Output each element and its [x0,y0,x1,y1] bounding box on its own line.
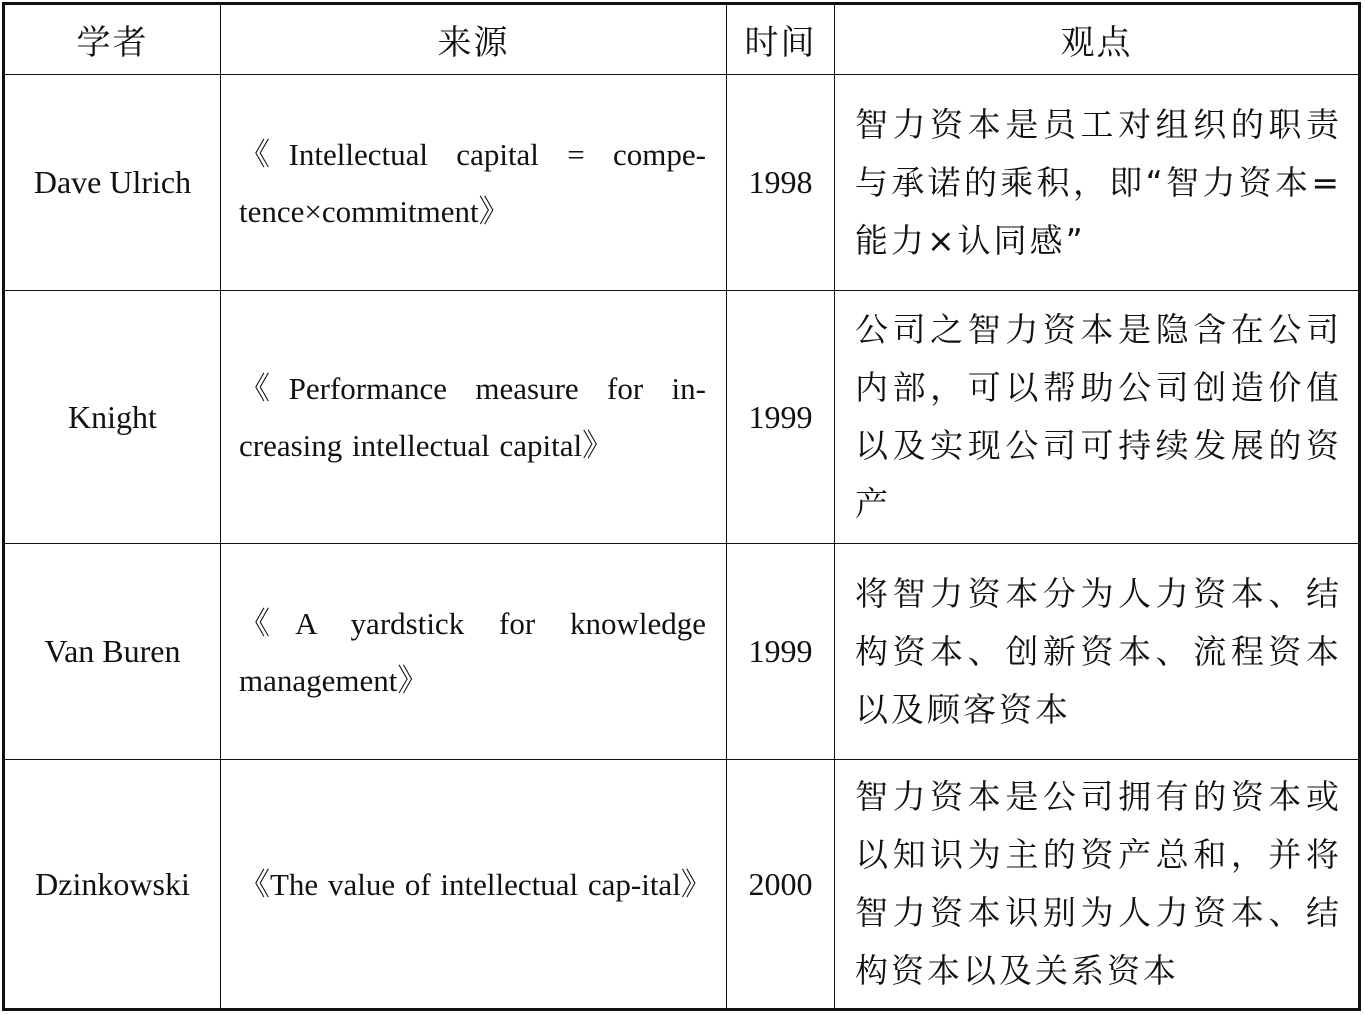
table-row-scholar: Dzinkowski [35,865,190,902]
table-row-source: 《A yardstick for knowledge management》 [239,605,706,698]
table-row-source: 《Performance measure for in-creasing intellectual capital》 [239,371,706,463]
table-row-year: 1999 [748,633,813,669]
data-table [2,2,1361,1011]
table-row-view: 公司之智力资本是隐含在公司内部，可以帮助公司创造价值以及实现公司可持续发展的资产 [855,310,1342,523]
table-row-view: 将智力资本分为人力资本、结构资本、创新资本、流程资本以及顾客资本 [855,573,1342,729]
table-row-source: 《The value of intellectual cap-ital》 [239,866,712,902]
header-view: 观点 [1060,23,1133,63]
table-row-source: 《Intellectual capital = compe-tence×commitment》 [239,136,706,229]
table-row-scholar: Knight [68,398,157,435]
table-row-year: 2000 [748,865,813,902]
header-time: 时间 [744,23,817,63]
table-row-view: 智力资本是公司拥有的资本或以知识为主的资产总和，并将智力资本识别为人力资本、结构资本以及关系资本 [855,777,1342,990]
table-row-scholar: Van Buren [44,633,181,669]
header-source: 来源 [437,23,510,63]
table-row-year: 1998 [748,164,813,200]
table-row-scholar: Dave Ulrich [33,164,192,200]
header-scholar: 学者 [76,23,149,63]
table-row-view: 智力资本是员工对组织的职责与承诺的乘积，即“智力资本=能力×认同感” [855,104,1342,260]
table-row-year: 1999 [748,398,813,435]
